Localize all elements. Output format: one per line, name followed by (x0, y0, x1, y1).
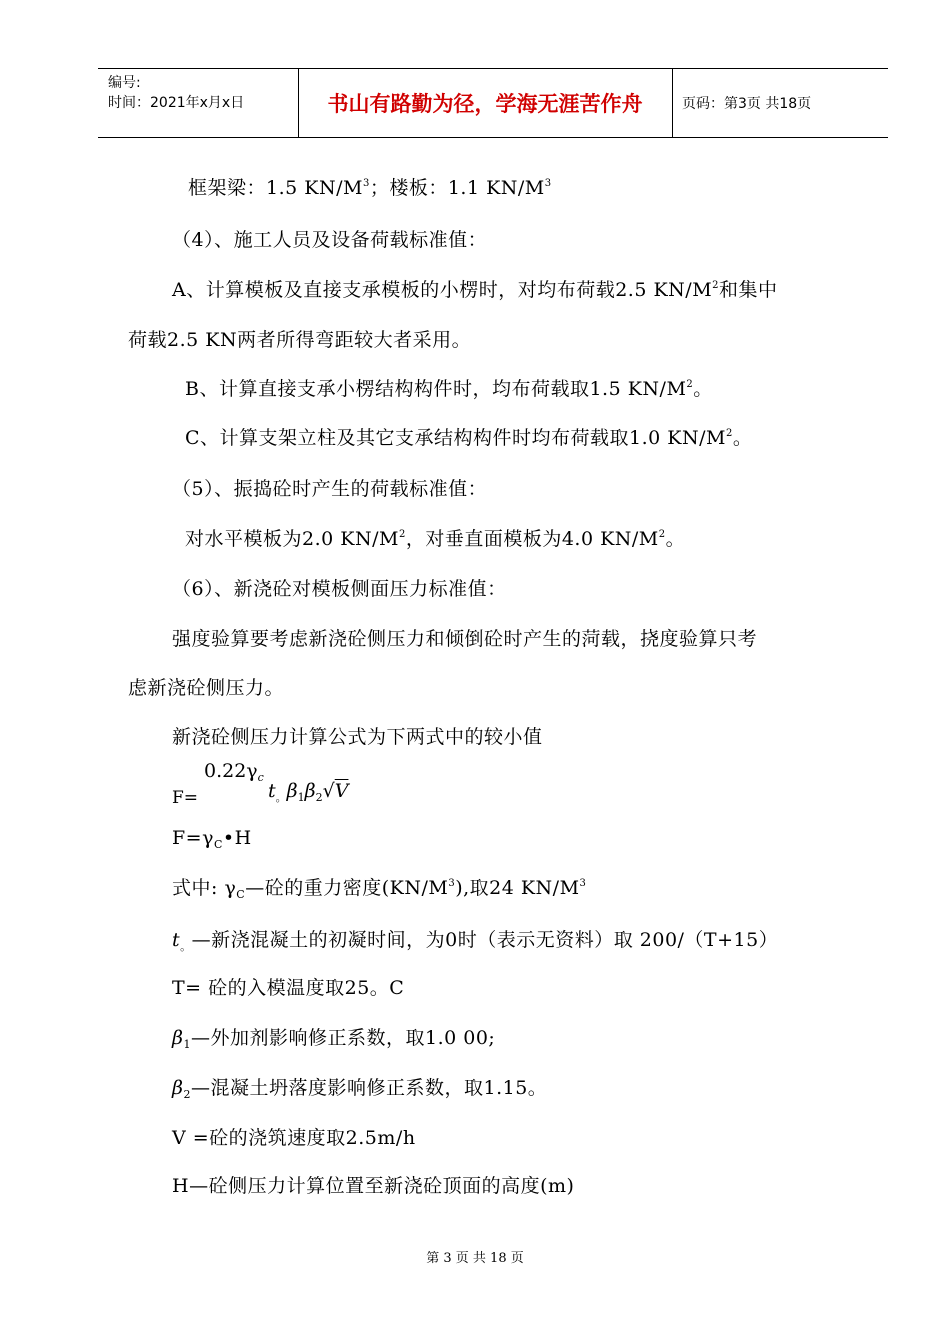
formula-coefficient: $0.22\gamma_c$ (204, 760, 264, 784)
body-line: 新浇砼侧压力计算公式为下两式中的较小值 (172, 726, 543, 748)
definition-line: V =砼的浇筑速度取2.5m/h (172, 1127, 416, 1149)
page-header (98, 68, 888, 138)
body-line: （5）、振捣砼时产生的荷载标准值： (172, 478, 488, 500)
header-page-info: 页码：第3页 共18页 (682, 96, 812, 112)
body-line: 对水平模板为2.0 $KN/M^2$，对垂直面模板为4.0 $KN/M^2$。 (185, 528, 686, 550)
header-divider (298, 69, 299, 137)
body-line: （6）、新浇砼对模板侧面压力标准值： (172, 578, 507, 600)
sqrt-icon: √ (322, 780, 335, 802)
definition-line: 式中: $\gamma_C—$砼的重力密度$(KN/M^3)$,取24 $KN/M^3$ (172, 877, 587, 901)
body-line: C、计算支架立柱及其它支承结构构件时均布荷载取1.0 $KN/M^2$。 (185, 427, 753, 449)
definition-line: $t_。—$新浇混凝土的初凝时间，为0时（表示无资料）取 200/（T+15） (172, 929, 779, 953)
body-line: 虑新浇砼侧压力。 (128, 677, 285, 699)
body-line: A、计算模板及直接支承模板的小楞时，对均布荷载2.5 $KN/M^2$和集中 (172, 279, 778, 301)
body-line: 框架梁：1.5 $KN/M^3$；楼板：1.1 $KN/M^3$ (188, 177, 552, 199)
body-line: （4）、施工人员及设备荷载标准值： (172, 229, 488, 251)
header-divider (672, 69, 673, 137)
definition-line: $\beta_1—$外加剂影响修正系数，取1.0 00; (172, 1027, 496, 1051)
formula-simple: $F=\gamma_C•H$ (172, 827, 252, 851)
formula-label: F= (172, 788, 199, 808)
body-line: B、计算直接支承小楞结构构件时，均布荷载取1.5 $KN/M^2$。 (185, 378, 713, 400)
formula-terms: $t_。\beta_1\beta_2√V$ (268, 780, 349, 804)
header-motto: 书山有路勤为径，学海无涯苦作舟 (327, 92, 643, 116)
header-meta (108, 73, 244, 113)
body-line: 荷载2.5 KN两者所得弯距较大者采用。 (128, 329, 472, 351)
definition-line: H—砼侧压力计算位置至新浇砼顶面的高度(m) (172, 1175, 575, 1197)
page-footer: 第 3 页 共 18 页 (426, 1251, 524, 1266)
formula-lateral-pressure (172, 760, 392, 816)
definition-line: $\beta_2—$混凝土坍落度影响修正系数，取1.15。 (172, 1077, 548, 1101)
definition-line: T= 砼的入模温度取25。C (172, 977, 405, 999)
body-line: 强度验算要考虑新浇砼侧压力和倾倒砼时产生的菏载，挠度验算只考 (172, 628, 758, 650)
document-number: 编号: (108, 75, 141, 91)
document-time: 时间：2021年x月x日 (108, 95, 245, 111)
